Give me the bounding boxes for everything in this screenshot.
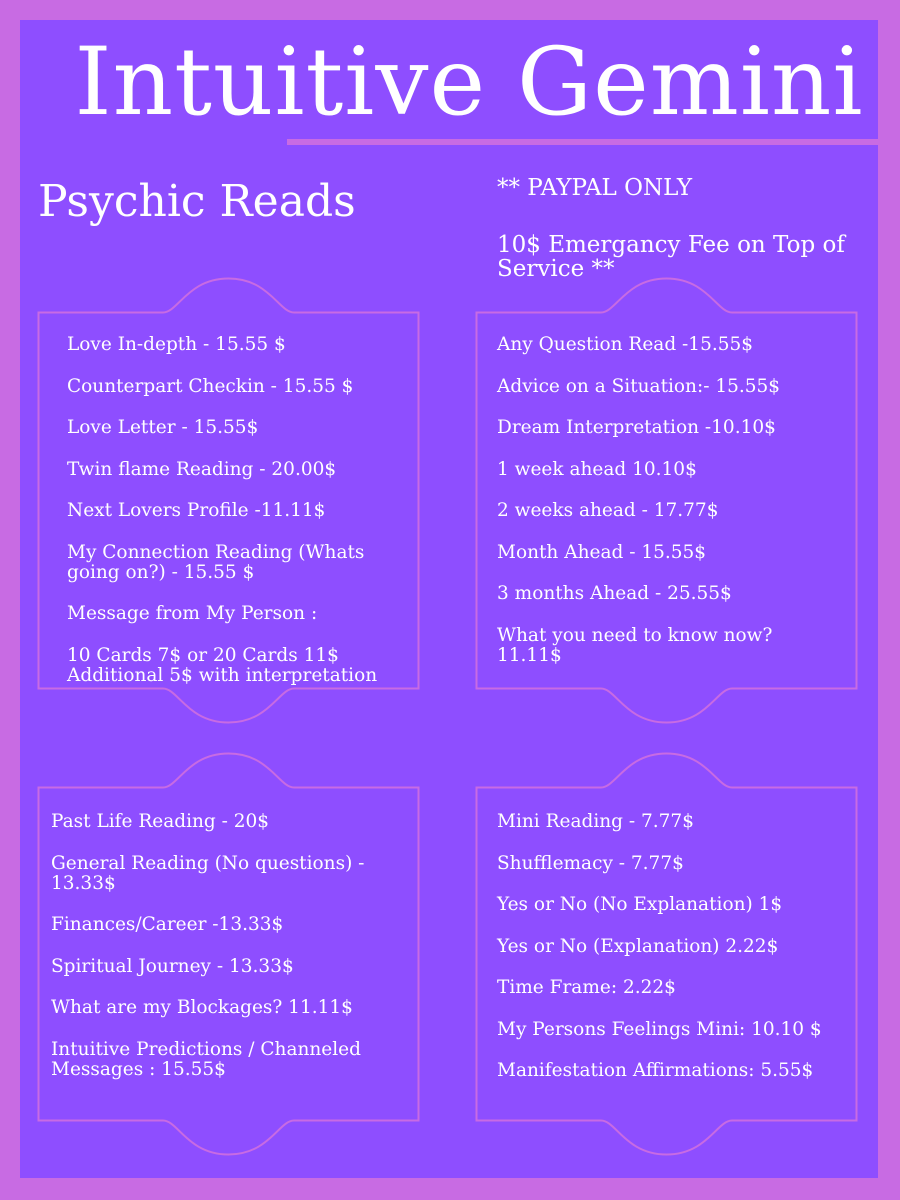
list-item: What are my Blockages? 11.11$ <box>51 997 353 1018</box>
title-underline <box>287 139 900 145</box>
list-item: General Reading (No questions) - 13.33$ <box>51 852 365 894</box>
list-item: Yes or No (No Explanation) 1$ <box>497 894 783 915</box>
list-item: Spiritual Journey - 13.33$ <box>51 955 294 977</box>
list-item: Mini Reading - 7.77$ <box>497 811 694 832</box>
section-subtitle: Psychic Reads <box>38 176 356 227</box>
service-list-questions <box>497 335 837 687</box>
emergency-fee-notice: 10$ Emergancy Fee on Top of Service ** <box>497 232 845 282</box>
list-item: Message from My Person : <box>67 603 318 624</box>
list-item: What you need to know now? 11.11$ <box>497 624 773 666</box>
list-item: Next Lovers Profile -11.11$ <box>67 500 326 521</box>
list-item: Finances/Career -13.33$ <box>51 914 284 935</box>
list-item: Past Life Reading - 20$ <box>51 811 270 832</box>
list-item: Counterpart Checkin - 15.55 $ <box>67 375 354 397</box>
list-item: Shufflemacy - 7.77$ <box>497 852 684 874</box>
list-item: Yes or No (Explanation) 2.22$ <box>497 935 779 957</box>
list-item: Love Letter - 15.55$ <box>67 417 259 438</box>
list-item: Twin flame Reading - 20.00$ <box>67 458 337 480</box>
list-item: 10 Cards 7$ or 20 Cards 11$ Additional 5$ with interpretation <box>67 644 378 686</box>
list-item: My Persons Feelings Mini: 10.10 $ <box>497 1018 822 1040</box>
list-item: Manifestation Affirmations: 5.55$ <box>497 1060 814 1081</box>
list-item: Any Question Read -15.55$ <box>497 334 754 355</box>
list-item: Advice on a Situation:- 15.55$ <box>497 375 781 397</box>
payment-notice: ** PAYPAL ONLY <box>497 175 693 201</box>
service-list-love <box>67 335 417 707</box>
list-item: My Connection Reading (Whats going on?) - 15.55 $ <box>67 541 365 583</box>
list-item: Month Ahead - 15.55$ <box>497 541 707 563</box>
list-item: Time Frame: 2.22$ <box>497 977 676 998</box>
list-item: 3 months Ahead - 25.55$ <box>497 583 732 604</box>
list-item: Love In-depth - 15.55 $ <box>67 334 286 355</box>
service-list-mini <box>497 812 847 1103</box>
list-item: Intuitive Predictions / Channeled Messages : 15.55$ <box>51 1038 361 1080</box>
list-item: 1 week ahead 10.10$ <box>497 458 697 480</box>
page-title: Intuitive Gemini <box>74 28 864 137</box>
service-list-general <box>51 812 401 1101</box>
list-item: Dream Interpretation -10.10$ <box>497 417 776 438</box>
list-item: 2 weeks ahead - 17.77$ <box>497 500 719 521</box>
